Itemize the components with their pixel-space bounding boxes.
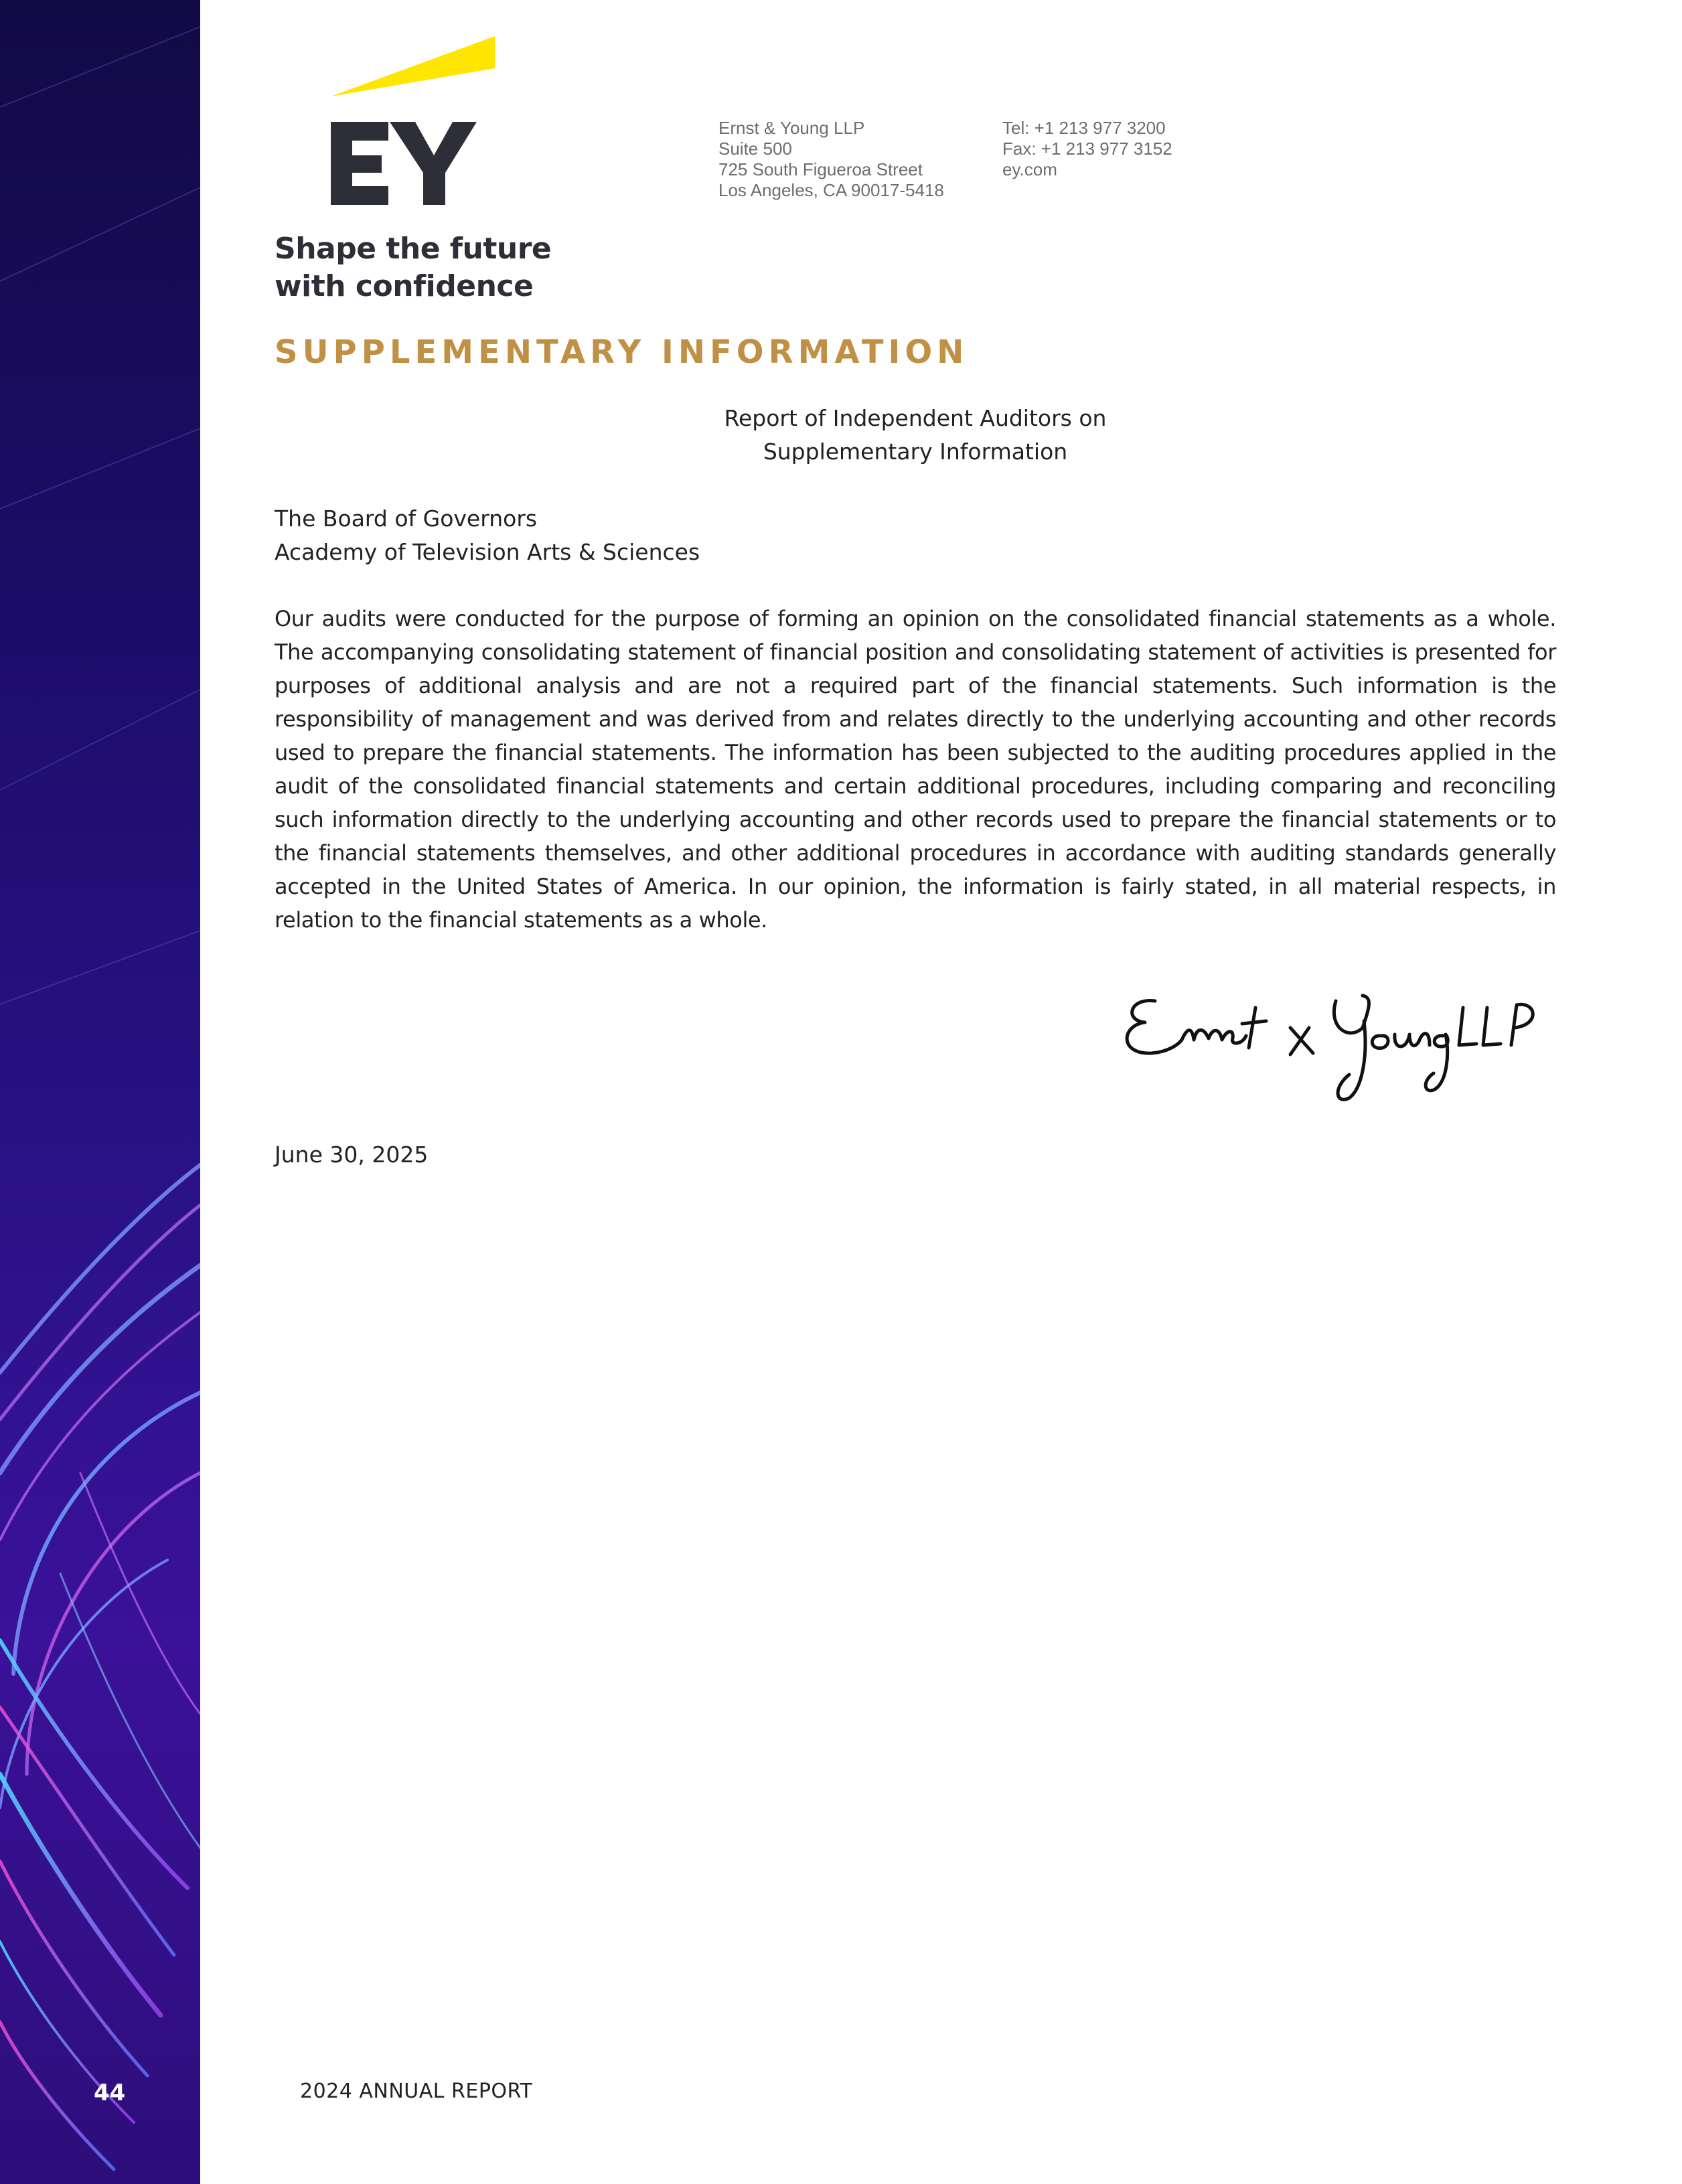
tagline-line-2: with confidence bbox=[275, 269, 534, 303]
firm-street: 725 South Figueroa Street bbox=[718, 159, 923, 179]
ey-tagline bbox=[275, 230, 551, 305]
decorative-side-band bbox=[0, 0, 200, 2184]
signature bbox=[1115, 981, 1563, 1115]
firm-fax: Fax: +1 213 977 3152 bbox=[1002, 139, 1172, 159]
addressee-line-1: The Board of Governors bbox=[275, 505, 538, 532]
section-heading: SUPPLEMENTARY INFORMATION bbox=[275, 333, 969, 371]
light-streaks-graphic bbox=[0, 0, 200, 2184]
ey-logo-mark-icon bbox=[275, 36, 529, 224]
firm-name: Ernst & Young LLP bbox=[718, 118, 865, 138]
firm-address bbox=[718, 118, 944, 201]
addressee-line-2: Academy of Television Arts & Sciences bbox=[275, 539, 700, 565]
addressee bbox=[275, 502, 700, 569]
firm-tel: Tel: +1 213 977 3200 bbox=[1002, 118, 1166, 138]
report-title bbox=[712, 402, 1118, 469]
firm-contact bbox=[1002, 118, 1172, 180]
firm-web: ey.com bbox=[1002, 159, 1057, 179]
auditor-opinion-paragraph: Our audits were conducted for the purpose of forming an opinion on the consolidated financial statements as a whole. The accompanying consolidating statement of financial position and consolidating statement of activities is presented for purposes of additional analysis and are not a required part of the financial statements. Such information is the responsibility of management and was derived from and relates directly to the underlying accounting and other records used to prepare the financial statements. The information has been subjected to the auditing procedures applied in the audit of the consolidated financial statements and certain additional procedures, including comparing and reconciling such information directly to the underlying accounting and other records used to prepare the financial statements or to the financial statements themselves, and other additional procedures in accordance with auditing standards generally accepted in the United States of America. In our opinion, the information is fairly stated, in all material respects, in relation to the financial statements as a whole. bbox=[275, 606, 1556, 933]
tagline-line-1: Shape the future bbox=[275, 232, 552, 266]
report-date: June 30, 2025 bbox=[275, 1142, 429, 1168]
firm-city: Los Angeles, CA 90017-5418 bbox=[718, 180, 944, 200]
report-title-line-1: Report of Independent Auditors on bbox=[724, 405, 1107, 431]
firm-suite: Suite 500 bbox=[718, 139, 792, 159]
report-title-line-2: Supplementary Information bbox=[763, 439, 1068, 465]
page-number: 44 bbox=[94, 2080, 126, 2106]
handwritten-signature-image bbox=[1115, 981, 1563, 1115]
footer-report-label: 2024 ANNUAL REPORT bbox=[300, 2080, 533, 2103]
